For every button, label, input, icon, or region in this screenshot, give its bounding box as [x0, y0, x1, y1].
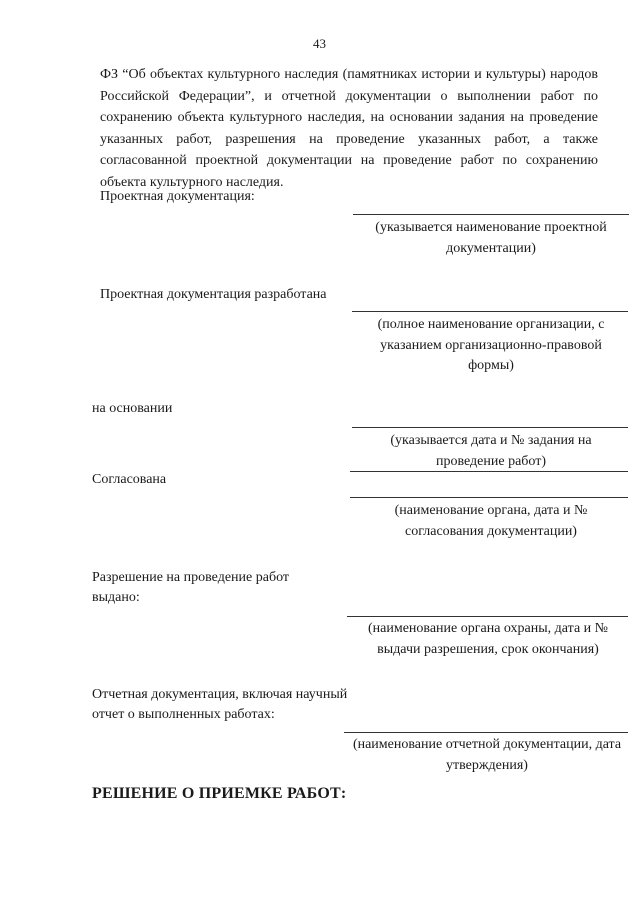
field-hint-reporting-documentation: (наименование отчетной документации, дата утверждения): [352, 737, 622, 773]
field-label-approved: Согласована: [92, 472, 167, 487]
fill-line: [350, 471, 628, 472]
field-hint-on-the-basis: (указывается дата и № задания на проведение работ): [390, 433, 592, 469]
field-label-on-the-basis: на основании: [92, 401, 173, 416]
field-label-permit-issued: Разрешение на проведение работ выдано:: [92, 570, 289, 605]
fill-line: [344, 732, 628, 733]
field-label-project-documentation: Проектная документация:: [100, 189, 255, 204]
fill-line: [353, 214, 629, 215]
field-hint-project-documentation: (указывается наименование проектной документации): [375, 220, 607, 256]
fill-line: [347, 616, 628, 617]
field-label-developed-by: Проектная документация разработана: [100, 287, 327, 302]
page-number: 43: [313, 36, 326, 51]
field-hint-developed-by: (полное наименование организации, с указанием организационно-правовой формы): [377, 317, 605, 373]
intro-paragraph: ФЗ “Об объектах культурного наследия (памятниках истории и культуры) народов Российской Федерации”, и отчетной документации о выполнении работ по сохранению объекта культурного наследия, на основании задания на проведение указанных работ, разрешения на проведение указанных работ, а также согласованной проектной документации на проведение работ по сохранению объекта культурного наследия.: [100, 67, 598, 190]
field-hint-permit-issued: (наименование органа охраны, дата и № выдачи разрешения, срок окончания): [367, 621, 609, 657]
field-label-reporting-documentation: Отчетная документация, включая научный отчет о выполненных работах:: [92, 687, 348, 722]
field-hint-approved: (наименование органа, дата и № согласования документации): [394, 503, 588, 539]
fill-line: [352, 427, 628, 428]
fill-line: [350, 497, 628, 498]
section-heading: РЕШЕНИЕ О ПРИЕМКЕ РАБОТ:: [92, 785, 347, 802]
fill-line: [352, 311, 628, 312]
